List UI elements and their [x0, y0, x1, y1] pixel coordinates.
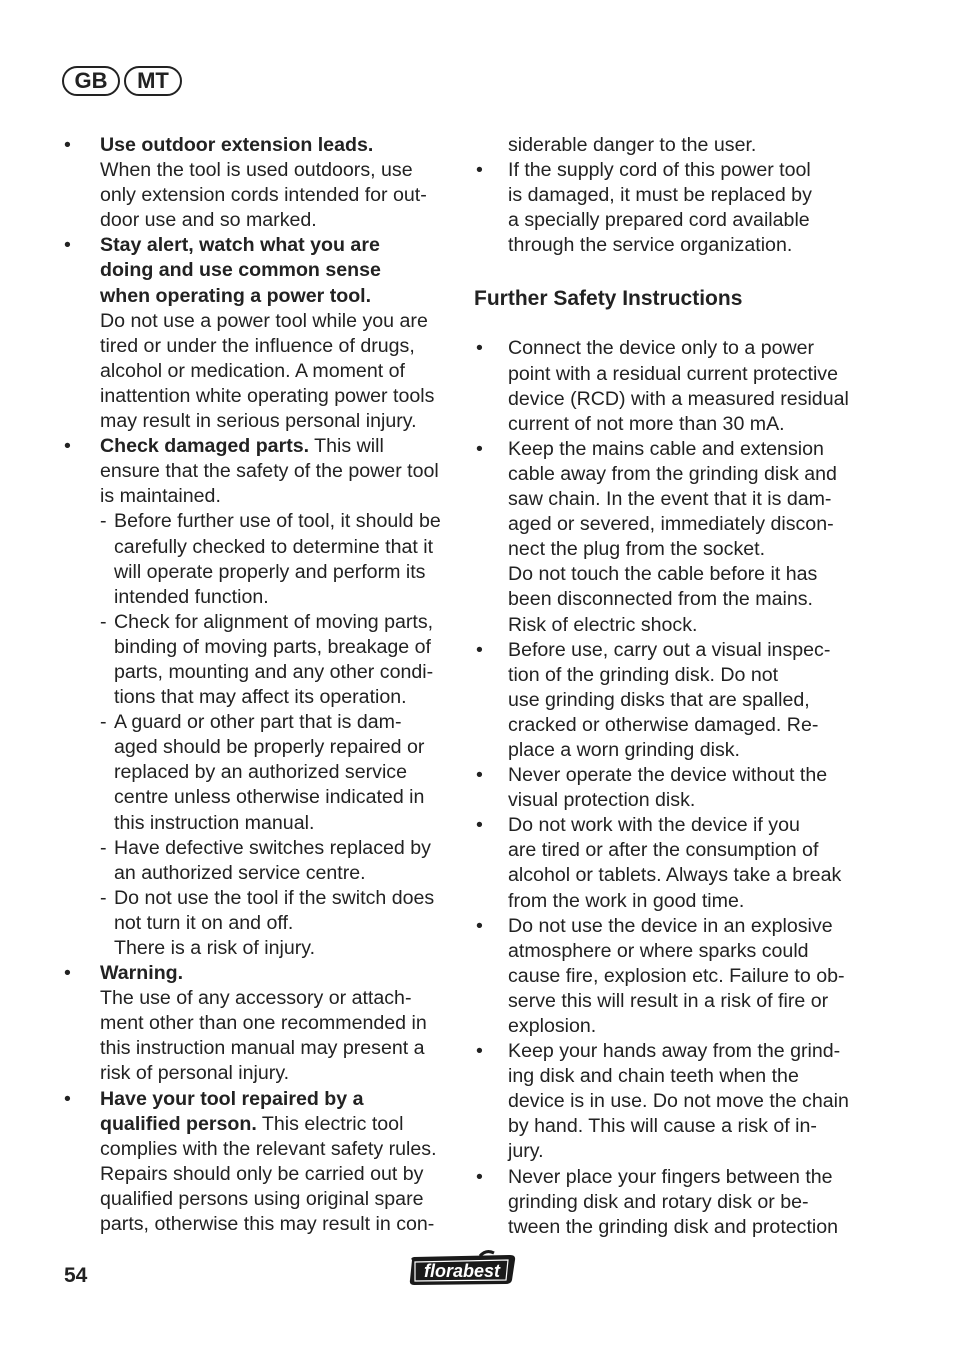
text-line: • Do not use the device in an explosive — [508, 914, 833, 937]
text-line: point with a residual current protective — [508, 362, 838, 385]
text-line: not turn it on and off. — [114, 911, 294, 934]
text-line: - A guard or other part that is dam- — [114, 711, 402, 734]
text-line: is damaged, it must be replaced by — [508, 184, 812, 207]
text-line: are tired or after the consumption of — [508, 839, 819, 862]
sub-item — [62, 610, 454, 710]
safety-bullet-item — [474, 336, 866, 436]
left-column — [62, 133, 454, 1237]
text-line: tween the grinding disk and protection — [508, 1215, 839, 1238]
text-line: device is in use. Do not move the chain — [508, 1090, 849, 1113]
text-line: only extension cords intended for out- — [100, 184, 427, 207]
text-line: saw chain. In the event that it is dam- — [508, 488, 832, 511]
text-line: device (RCD) with a measured residual — [508, 387, 849, 410]
text-line: tion of the grinding disk. Do not — [508, 663, 779, 686]
text-line: • Connect the device only to a power — [508, 337, 815, 360]
text-line: Repairs should only be carried out by — [100, 1162, 424, 1185]
text-line: tired or under the influence of drugs, — [100, 334, 415, 357]
logo-text: florabest — [423, 1261, 501, 1281]
text-span: This will — [309, 435, 384, 458]
sub-item — [62, 886, 454, 961]
sub-item — [62, 836, 454, 886]
text-line: jury. — [508, 1140, 544, 1163]
text-line: place a worn grinding disk. — [508, 738, 740, 761]
text-line: cable away from the grinding disk and — [508, 462, 837, 485]
text-line: • Never operate the device without the — [508, 764, 828, 787]
language-badge-gb: GB — [62, 66, 120, 96]
text-span: This electric tool — [256, 1112, 404, 1135]
text-line: • Before use, carry out a visual inspec- — [508, 638, 831, 661]
bullet-title: Use outdoor extension leads. — [100, 134, 374, 156]
page-number: 54 — [64, 1264, 88, 1287]
text-line: an authorized service centre. — [114, 861, 366, 884]
text-line: - Have defective switches replaced by — [114, 836, 431, 859]
language-badge-mt: MT — [124, 66, 182, 96]
text-line: cause fire, explosion etc. Failure to ob- — [508, 964, 845, 987]
text-line: risk of personal injury. — [100, 1062, 290, 1085]
text-line: centre unless otherwise indicated in — [114, 786, 425, 809]
text-line: replaced by an authorized service — [114, 761, 407, 784]
bullet-title: Have your tool repaired by a — [100, 1087, 364, 1110]
text-line: • Keep the mains cable and extension — [508, 437, 824, 460]
safety-bullet-item — [474, 1039, 866, 1164]
text-line: ment other than one recommended in — [100, 1012, 427, 1035]
text-line: • Keep your hands away from the grind- — [508, 1040, 841, 1063]
text-line: nect the plug from the socket. — [508, 538, 766, 561]
safety-bullet-item — [474, 638, 866, 763]
bullet-title: Check damaged parts. — [100, 435, 310, 458]
continuation-text: siderable danger to the user. — [508, 134, 757, 156]
text-line: intended function. — [114, 585, 269, 608]
bullet-supply-cord — [474, 158, 866, 258]
safety-bullet-item — [474, 763, 866, 813]
text-line: cracked or otherwise damaged. Re- — [508, 713, 819, 736]
safety-bullet-item — [474, 1165, 866, 1240]
safety-bullet-item — [474, 813, 866, 913]
text-line: aged should be properly repaired or — [114, 736, 425, 759]
bullet-check-damaged-parts — [62, 434, 454, 509]
text-line: from the work in good time. — [508, 889, 745, 912]
text-line: parts, mounting and any other condi- — [114, 660, 434, 683]
text-line: When the tool is used outdoors, use — [100, 159, 413, 182]
text-line: • If the supply cord of this power tool — [508, 159, 811, 182]
sub-item — [62, 710, 454, 835]
text-line: The use of any accessory or attach- — [100, 987, 412, 1010]
florabest-logo — [406, 1250, 518, 1288]
safety-bullet-item — [474, 914, 866, 1039]
bullet-title: when operating a power tool. — [100, 284, 372, 307]
text-line: will operate properly and perform its — [114, 560, 426, 583]
safety-bullet-item — [474, 437, 866, 638]
text-line: Risk of electric shock. — [508, 613, 698, 636]
section-heading: Further Safety Instructions — [474, 287, 743, 311]
text-line: - Before further use of tool, it should be — [114, 510, 441, 533]
text-line: tions that may affect its operation. — [114, 686, 407, 709]
text-line: Do not touch the cable before it has — [508, 563, 818, 586]
text-line: by hand. This will cause a risk of in- — [508, 1115, 817, 1138]
text-line: - Do not use the tool if the switch does — [114, 886, 435, 909]
further-safety-list — [474, 336, 866, 1239]
language-badges — [62, 66, 182, 96]
text-line: may result in serious personal injury. — [100, 410, 417, 433]
text-line: • Do not work with the device if you — [508, 814, 800, 837]
text-line: qualified persons using original spare — [100, 1187, 424, 1210]
text-line: atmosphere or where sparks could — [508, 939, 809, 962]
text-line: - Check for alignment of moving parts, — [114, 610, 434, 633]
text-line: carefully checked to determine that it — [114, 535, 434, 558]
text-line: been disconnected from the mains. — [508, 588, 813, 611]
bullet-title: qualified person. — [100, 1112, 257, 1135]
sub-item — [62, 509, 454, 609]
text-line: ing disk and chain teeth when the — [508, 1065, 799, 1088]
bullet-repair — [62, 1087, 454, 1238]
text-line: serve this will result in a risk of fire or — [508, 989, 829, 1012]
right-column — [474, 133, 866, 1240]
text-line: use grinding disks that are spalled, — [508, 688, 810, 711]
text-line: aged or severed, immediately discon- — [508, 513, 834, 536]
text-line: ensure that the safety of the power tool — [100, 460, 439, 483]
text-line: door use and so marked. — [100, 209, 317, 232]
text-line: inattention white operating power tools — [100, 384, 435, 407]
text-line: this instruction manual may present a — [100, 1037, 425, 1060]
text-line: a specially prepared cord available — [508, 209, 810, 232]
text-line: alcohol or medication. A moment of — [100, 359, 405, 382]
text-line: is maintained. — [100, 485, 221, 508]
bullet-warning — [62, 961, 454, 1086]
text-line: binding of moving parts, breakage of — [114, 635, 431, 658]
bullet-outdoor-extension — [62, 133, 454, 233]
bullet-title: doing and use common sense — [100, 259, 381, 282]
text-line: visual protection disk. — [508, 789, 696, 812]
text-line: parts, otherwise this may result in con- — [100, 1213, 435, 1236]
text-line: • Never place your fingers between the — [508, 1165, 833, 1188]
text-line: explosion. — [508, 1015, 597, 1037]
text-line: alcohol or tablets. Always take a break — [508, 864, 842, 887]
bullet-stay-alert — [62, 233, 454, 434]
text-line: Do not use a power tool while you are — [100, 309, 428, 332]
text-line: complies with the relevant safety rules. — [100, 1137, 437, 1160]
text-line: this instruction manual. — [114, 811, 315, 834]
bullet-title: Stay alert, watch what you are — [100, 234, 380, 257]
text-line: current of not more than 30 mA. — [508, 412, 785, 435]
text-line: through the service organization. — [508, 234, 793, 257]
text-line: grinding disk and rotary disk or be- — [508, 1190, 809, 1213]
bullet-title: Warning. — [100, 962, 184, 985]
text-line: There is a risk of injury. — [114, 937, 316, 959]
